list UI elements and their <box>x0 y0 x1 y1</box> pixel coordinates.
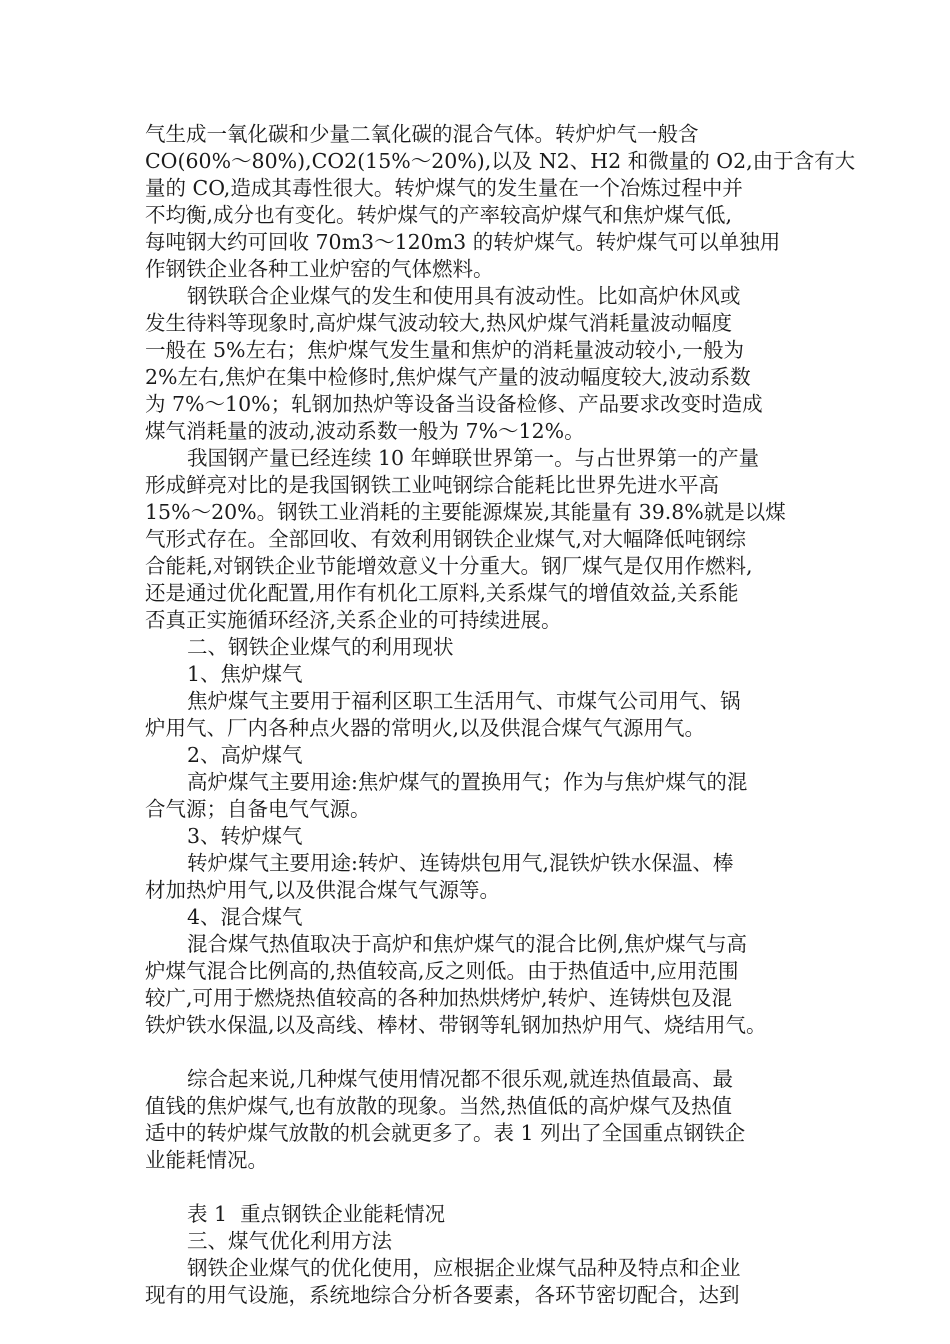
text-line: 为 7%～10%；轧钢加热炉等设备当设备检修、产品要求改变时造成 <box>145 392 763 416</box>
text-line: 2%左右,焦炉在集中检修时,焦炉煤气产量的波动幅度较大,波动系数 <box>145 365 751 389</box>
text-line: 气形式存在。全部回收、有效利用钢铁企业煤气,对大幅降低吨钢综 <box>145 527 747 551</box>
text-line: 1、焦炉煤气 <box>187 662 303 686</box>
text-line: 一般在 5%左右；焦炉煤气发生量和焦炉的消耗量波动较小,一般为 <box>145 338 745 362</box>
text-line: 钢铁企业煤气的优化使用，应根据企业煤气品种及特点和企业 <box>187 1256 741 1280</box>
text-line: 2、高炉煤气 <box>187 743 303 767</box>
text-line: 合气源；自备电气气源。 <box>145 797 371 821</box>
text-line: 形成鲜亮对比的是我国钢铁工业吨钢综合能耗比世界先进水平高 <box>145 473 719 497</box>
text-line: 铁炉铁水保温,以及高线、棒材、带钢等轧钢加热炉用气、烧结用气。 <box>145 1013 767 1037</box>
text-line: 混合煤气热值取决于高炉和焦炉煤气的混合比例,焦炉煤气与高 <box>187 932 748 956</box>
text-line: 作钢铁企业各种工业炉窑的气体燃料。 <box>145 257 494 281</box>
text-line: 每吨钢大约可回收 70m3～120m3 的转炉煤气。转炉煤气可以单独用 <box>145 230 781 254</box>
text-line: 气生成一氧化碳和少量二氧化碳的混合气体。转炉炉气一般含 <box>145 122 699 146</box>
text-line: 高炉煤气主要用途:焦炉煤气的置换用气；作为与焦炉煤气的混 <box>187 770 748 794</box>
text-line: 综合起来说,几种煤气使用情况都不很乐观,就连热值最高、最 <box>187 1067 734 1091</box>
text-line: 值钱的焦炉煤气,也有放散的现象。当然,热值低的高炉煤气及热值 <box>145 1094 733 1118</box>
text-line: 煤气消耗量的波动,波动系数一般为 7%～12%。 <box>145 419 585 443</box>
text-line: 炉煤气混合比例高的,热值较高,反之则低。由于热值适中,应用范围 <box>145 959 739 983</box>
text-line: 否真正实施循环经济,关系企业的可持续进展。 <box>145 608 562 632</box>
text-line: 适中的转炉煤气放散的机会就更多了。表 1 列出了全国重点钢铁企 <box>145 1121 746 1145</box>
text-line: 4、混合煤气 <box>187 905 303 929</box>
text-line: 不均衡,成分也有变化。转炉煤气的产率较高炉煤气和焦炉煤气低, <box>145 203 733 227</box>
text-line: 材加热炉用气,以及供混合煤气气源等。 <box>145 878 501 902</box>
text-line: 转炉煤气主要用途:转炉、连铸烘包用气,混铁炉铁水保温、棒 <box>187 851 734 875</box>
text-line: 二、钢铁企业煤气的利用现状 <box>187 635 454 659</box>
text-line: CO(60%～80%),CO2(15%～20%),以及 N2、H2 和微量的 O2,由于含有大 <box>145 149 856 173</box>
text-line: 还是通过优化配置,用作有机化工原料,关系煤气的增值效益,关系能 <box>145 581 739 605</box>
text-line: 表 1 重点钢铁企业能耗情况 <box>187 1202 446 1226</box>
text-line: 钢铁联合企业煤气的发生和使用具有波动性。比如高炉休风或 <box>187 284 741 308</box>
text-line: 3、转炉煤气 <box>187 824 303 848</box>
text-line: 量的 CO,造成其毒性很大。转炉煤气的发生量在一个冶炼过程中并 <box>145 176 743 200</box>
text-line: 焦炉煤气主要用于福利区职工生活用气、市煤气公司用气、锅 <box>187 689 741 713</box>
text-line: 15%～20%。钢铁工业消耗的主要能源煤炭,其能量有 39.8%就是以煤 <box>145 500 786 524</box>
text-line: 三、煤气优化利用方法 <box>187 1229 392 1253</box>
text-line: 炉用气、厂内各种点火器的常明火,以及供混合煤气气源用气。 <box>145 716 706 740</box>
text-line: 我国钢产量已经连续 10 年蝉联世界第一。与占世界第一的产量 <box>187 446 760 470</box>
text-line: 业能耗情况。 <box>145 1148 268 1172</box>
text-line: 发生待料等现象时,高炉煤气波动较大,热风炉煤气消耗量波动幅度 <box>145 311 733 335</box>
text-line: 较广,可用于燃烧热值较高的各种加热烘烤炉,转炉、连铸烘包及混 <box>145 986 733 1010</box>
text-line: 现有的用气设施，系统地综合分析各要素，各环节密切配合，达到 <box>145 1283 740 1307</box>
text-line: 合能耗,对钢铁企业节能增效意义十分重大。钢厂煤气是仅用作燃料, <box>145 554 753 578</box>
